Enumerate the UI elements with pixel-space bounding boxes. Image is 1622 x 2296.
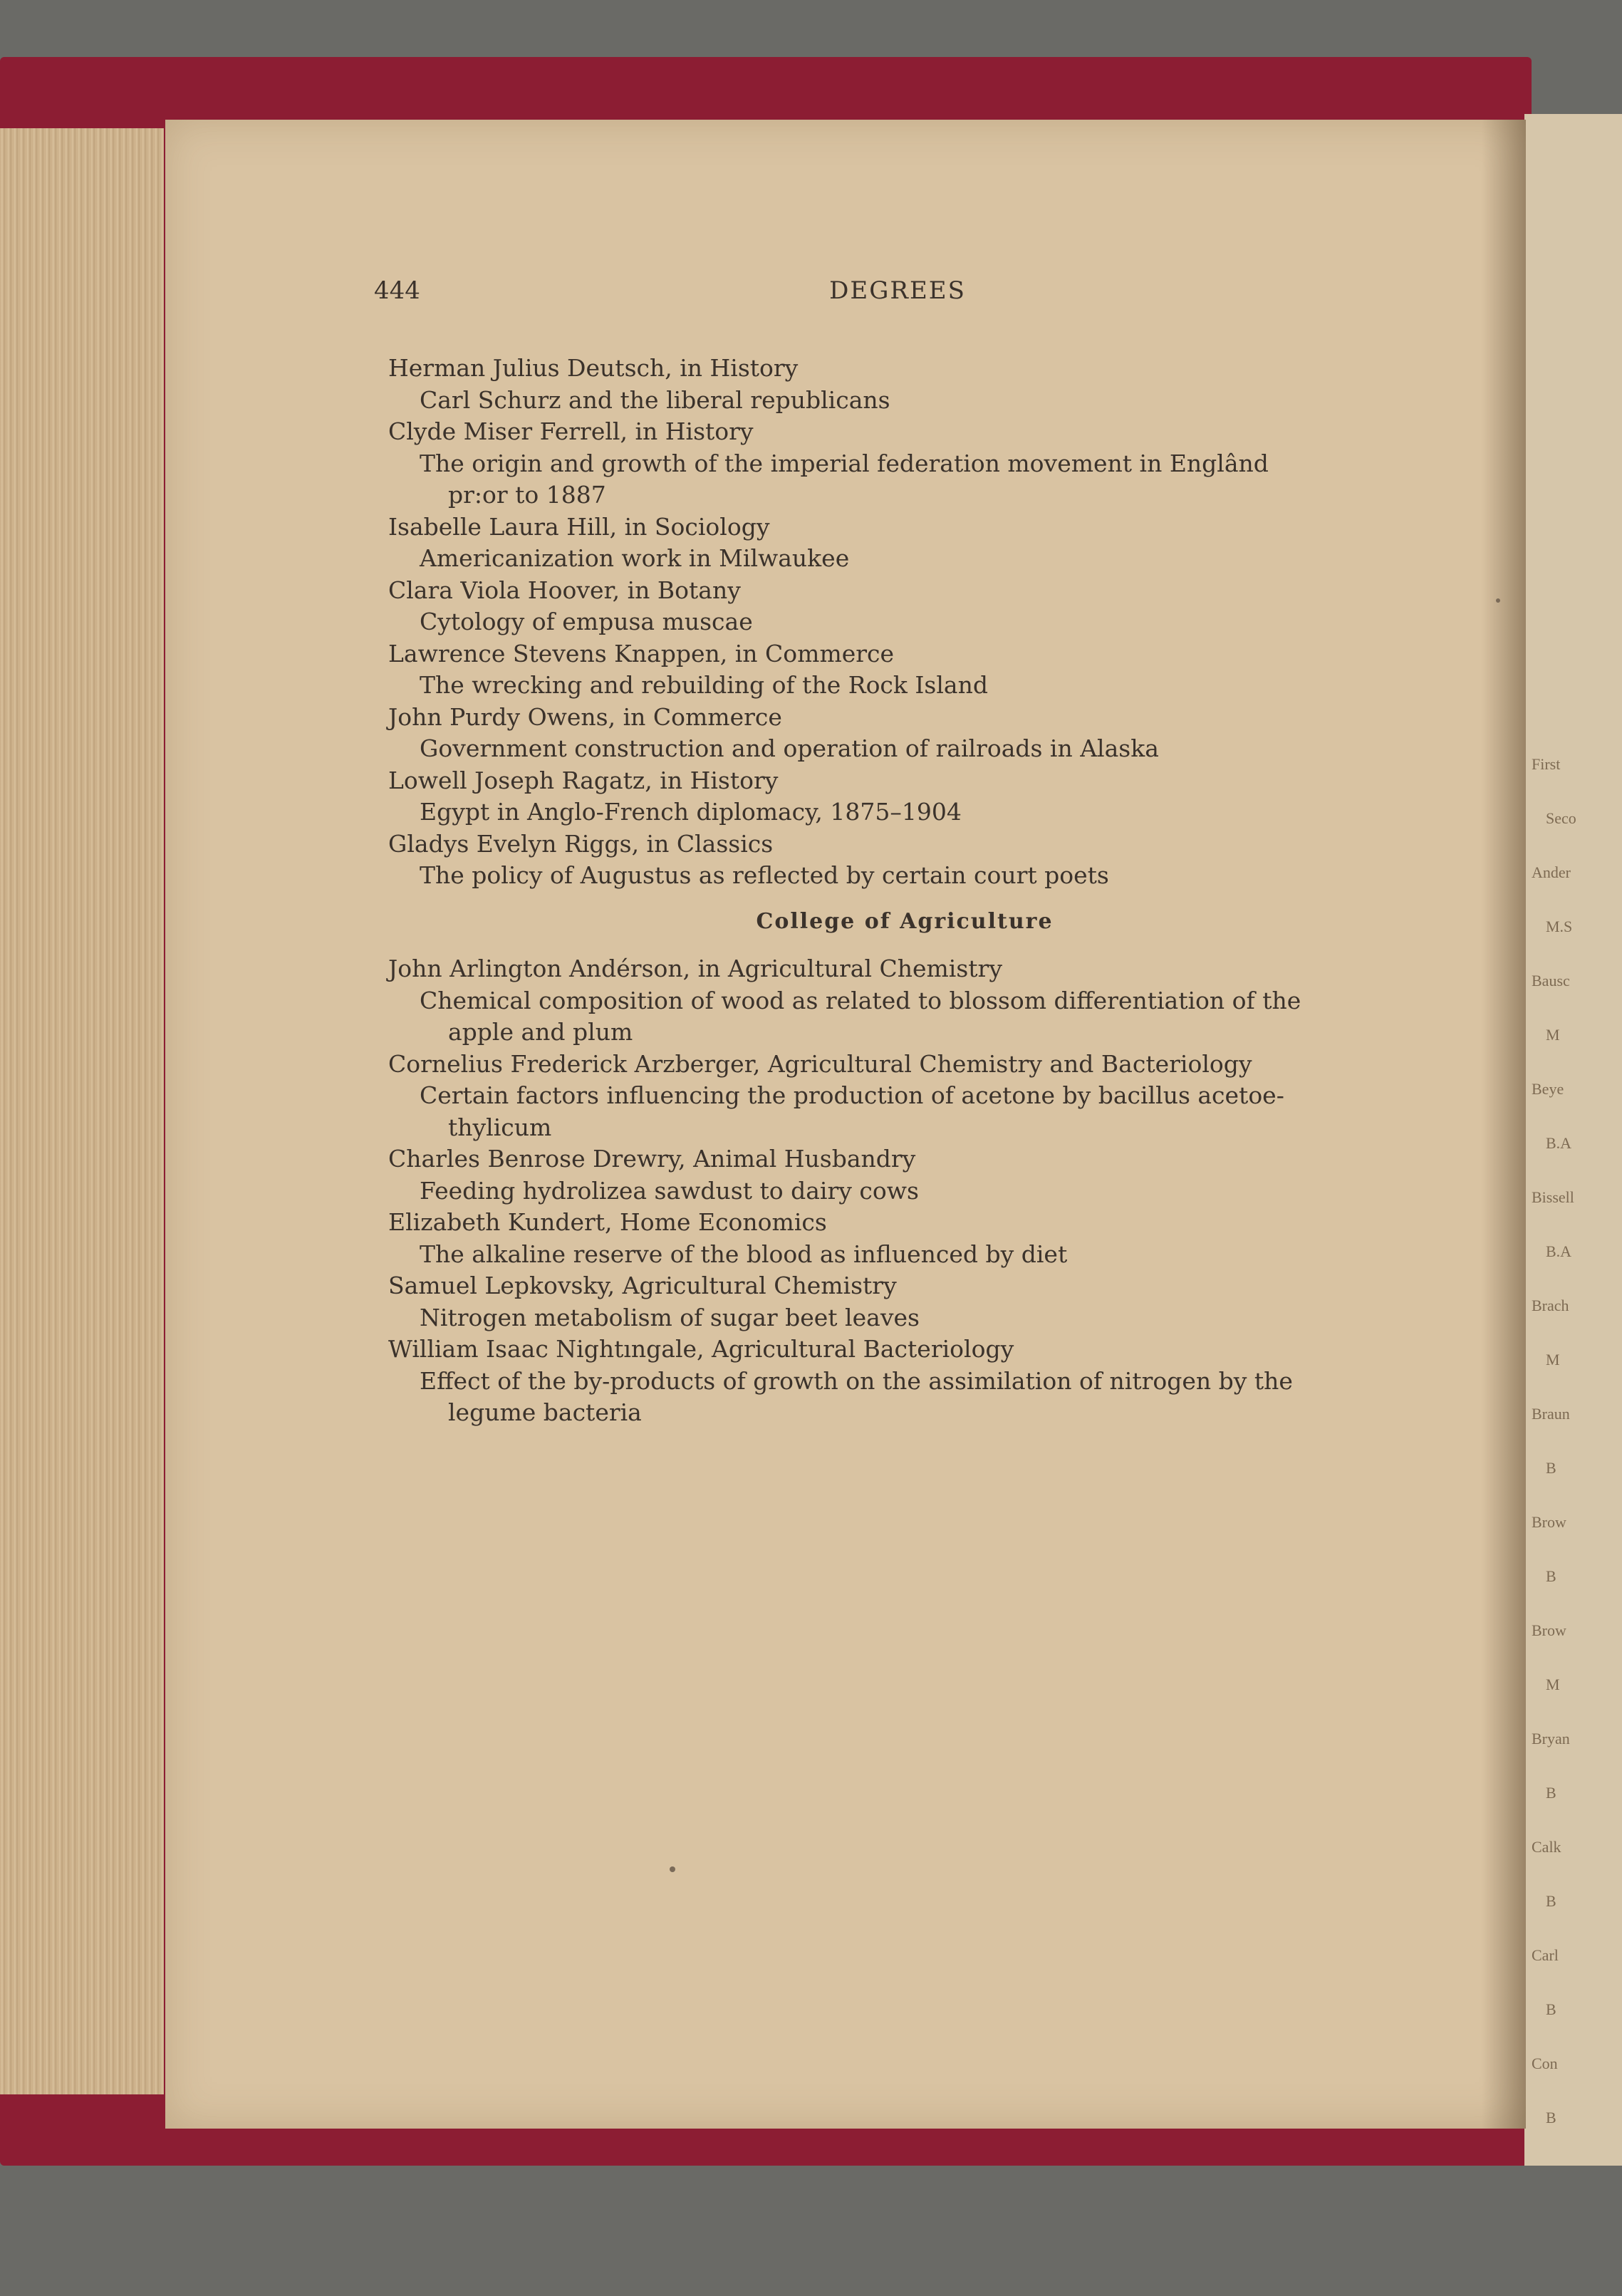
section-heading: College of Agriculture (756, 908, 1054, 934)
degree-entry (388, 702, 1421, 765)
thesis-line: Government construction and operation of railroads in Alaska (420, 734, 1159, 762)
facing-page-text: M.S (1546, 918, 1573, 935)
thesis-line: Carl Schurz and the liberal republicans (420, 385, 890, 414)
recipient-name: Lawrence Stevens Knappen, in Commerce (388, 639, 895, 667)
page-edges (0, 128, 164, 2094)
thesis-line: Certain factors influencing the production of acetone by bacillus acetoe- (420, 1081, 1284, 1109)
recipient-name: Clyde Miser Ferrell, in History (388, 417, 754, 445)
recipient-name: Elizabeth Kundert, Home Economics (388, 1208, 827, 1236)
thesis-line: Cytology of empusa muscae (420, 608, 753, 635)
thesis-title (388, 1175, 1421, 1207)
thesis-line: pr:or to 1887 (448, 481, 606, 509)
thesis-title (388, 985, 1421, 1049)
thesis-line: Feeding hydrolizea sawdust to dairy cows (420, 1176, 919, 1205)
thesis-line: legume bacteria (448, 1398, 642, 1426)
facing-page-text: B (1546, 1567, 1556, 1585)
thesis-line: Egypt in Anglo-French diplomacy, 1875–1904 (420, 798, 962, 826)
facing-page-text: Carl (1532, 1946, 1559, 1964)
degree-entry (388, 765, 1421, 828)
thesis-line: Chemical composition of wood as related to blossom differentiation of the (420, 986, 1301, 1014)
thesis-line: The alkaline reserve of the blood as influenced by diet (420, 1240, 1068, 1268)
facing-page-text: Brach (1532, 1297, 1569, 1314)
graduate-degree-list (388, 353, 1421, 892)
facing-page (1524, 114, 1622, 2166)
thesis-line: The origin and growth of the imperial federation movement in Englând (420, 449, 1269, 477)
recipient-name: Charles Benrose Drewry, Animal Husbandry (388, 1145, 916, 1173)
facing-page-text: B.A (1546, 1134, 1572, 1152)
degree-entry (388, 511, 1421, 575)
facing-page-text: Ander (1532, 863, 1571, 881)
thesis-title (388, 606, 1421, 638)
facing-page-text: Brow (1532, 1621, 1566, 1639)
degree-entry (388, 575, 1421, 638)
facing-page-text: B (1546, 2109, 1556, 2126)
page-number: 444 (374, 276, 420, 305)
thesis-title (388, 733, 1421, 765)
facing-page-text: Beye (1532, 1080, 1564, 1098)
thesis-title (388, 1366, 1421, 1429)
thesis-line: Nitrogen metabolism of sugar beet leaves (420, 1303, 920, 1331)
facing-page-text: Con (1532, 2055, 1558, 2072)
facing-page-text: B (1546, 1892, 1556, 1910)
facing-page-text: B (1546, 1459, 1556, 1477)
thesis-line: Americanization work in Milwaukee (420, 544, 850, 572)
recipient-name: Herman Julius Deutsch, in History (388, 354, 799, 382)
facing-page-text: Brow (1532, 1513, 1566, 1531)
thesis-line: The wrecking and rebuilding of the Rock Island (420, 671, 988, 699)
degree-entry (388, 1143, 1421, 1207)
agriculture-degree-list (388, 953, 1421, 1429)
recipient-name: John Purdy Owens, in Commerce (388, 702, 782, 731)
facing-page-text: Bausc (1532, 972, 1570, 989)
facing-page-text: M (1546, 1026, 1560, 1044)
page-content (388, 353, 1421, 1429)
degree-entry (388, 1049, 1421, 1144)
facing-page-text: B (1546, 1784, 1556, 1802)
degree-entry (388, 416, 1421, 511)
degree-entry (388, 1207, 1421, 1270)
facing-page-text: Calk (1532, 1838, 1561, 1856)
paper-speck (1496, 598, 1500, 603)
facing-page-text: B.A (1546, 1242, 1572, 1260)
recipient-name: Cornelius Frederick Arzberger, Agricultural Chemistry and Bacteriology (388, 1049, 1252, 1078)
degree-entry (388, 638, 1421, 702)
thesis-line: thylicum (448, 1113, 552, 1141)
recipient-name: Lowell Joseph Ragatz, in History (388, 766, 779, 794)
facing-page-text: M (1546, 1351, 1560, 1368)
thesis-title (388, 543, 1421, 575)
facing-page-text: M (1546, 1676, 1560, 1693)
degree-entry (388, 1270, 1421, 1334)
degree-entry (388, 1334, 1421, 1429)
running-head: DEGREES (829, 276, 966, 305)
thesis-title (388, 670, 1421, 702)
facing-page-text: Bryan (1532, 1730, 1570, 1747)
recipient-name: Gladys Evelyn Riggs, in Classics (388, 829, 774, 858)
paper-speck (670, 1866, 675, 1872)
thesis-title (388, 1239, 1421, 1271)
thesis-title (388, 448, 1421, 511)
facing-page-text: Seco (1546, 809, 1576, 827)
facing-page-text: B (1546, 2000, 1556, 2018)
thesis-title (388, 860, 1421, 892)
facing-page-text: Braun (1532, 1405, 1570, 1423)
thesis-line: apple and plum (448, 1018, 633, 1046)
recipient-name: Clara Viola Hoover, in Botany (388, 576, 741, 604)
thesis-title (388, 1080, 1421, 1143)
thesis-line: The policy of Augustus as reflected by certain court poets (420, 861, 1109, 889)
degree-entry (388, 828, 1421, 892)
recipient-name: John Arlington Andérson, in Agricultural Chemistry (388, 955, 1002, 982)
facing-page-text: Bissell (1532, 1188, 1574, 1206)
page-gutter-shadow (1482, 120, 1526, 2129)
recipient-name: Isabelle Laura Hill, in Sociology (388, 512, 770, 541)
thesis-title (388, 1302, 1421, 1334)
thesis-line: Effect of the by-products of growth on the assimilation of nitrogen by the (420, 1366, 1293, 1395)
degree-entry (388, 953, 1421, 1049)
thesis-title (388, 796, 1421, 828)
degree-entry (388, 353, 1421, 416)
thesis-title (388, 385, 1421, 417)
facing-page-text: First (1532, 755, 1561, 773)
recipient-name: William Isaac Nightıngale, Agricultural Bacteriology (388, 1335, 1014, 1363)
recipient-name: Samuel Lepkovsky, Agricultural Chemistry (388, 1272, 897, 1299)
page-header (374, 276, 1421, 312)
